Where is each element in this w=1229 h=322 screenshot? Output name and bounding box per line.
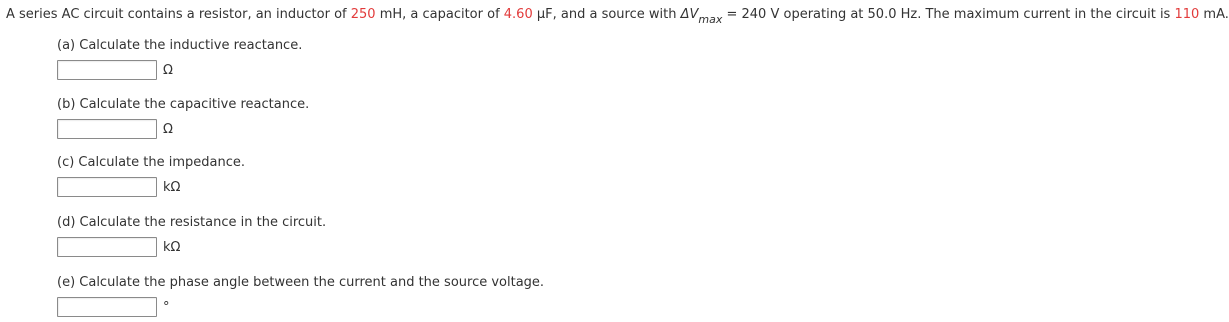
part-e-label: (e) Calculate the phase angle between the current and the source voltage. (57, 275, 545, 290)
part-c-answer-input[interactable] (57, 177, 157, 197)
current-value: 110 (1174, 7, 1200, 22)
part-e (57, 274, 544, 317)
delta-v-subscript: max (698, 13, 723, 26)
part-d-label: (d) Calculate the resistance in the circuit. (57, 215, 327, 230)
problem-text-1: A series AC circuit contains a resistor, an inductor of (6, 7, 351, 22)
part-c-answer-row (57, 177, 245, 197)
part-b-answer-row (57, 119, 309, 139)
part-b (57, 96, 309, 139)
part-c-unit: kΩ (163, 179, 181, 195)
part-e-answer-input[interactable] (57, 297, 157, 317)
part-b-label: (b) Calculate the capacitive reactance. (57, 97, 310, 112)
part-d-unit: kΩ (163, 239, 181, 255)
problem-text-3: µF, and a source with (532, 7, 681, 22)
part-d (57, 214, 326, 257)
problem-text-5: mA. (1199, 7, 1229, 22)
part-b-answer-input[interactable] (57, 119, 157, 139)
part-a-unit: Ω (163, 62, 173, 78)
part-a-answer-input[interactable] (57, 60, 157, 80)
problem-text-2: mH, a capacitor of (375, 7, 504, 22)
part-a-answer-row (57, 60, 302, 80)
part-a (57, 37, 302, 80)
part-c-label: (c) Calculate the impedance. (57, 155, 245, 170)
part-a-label: (a) Calculate the inductive reactance. (57, 38, 303, 53)
part-e-answer-row (57, 297, 544, 317)
part-d-answer-input[interactable] (57, 237, 157, 257)
inductance-value: 250 (350, 7, 376, 22)
delta-v-symbol: ΔV (680, 7, 699, 22)
capacitance-value: 4.60 (503, 7, 533, 22)
part-c (57, 154, 245, 197)
part-d-answer-row (57, 237, 326, 257)
part-b-unit: Ω (163, 121, 173, 137)
part-e-unit: ° (163, 299, 170, 315)
problem-text-4: = 240 V operating at 50.0 Hz. The maximum current in the circuit is (722, 7, 1175, 22)
problem-statement (6, 6, 1229, 24)
